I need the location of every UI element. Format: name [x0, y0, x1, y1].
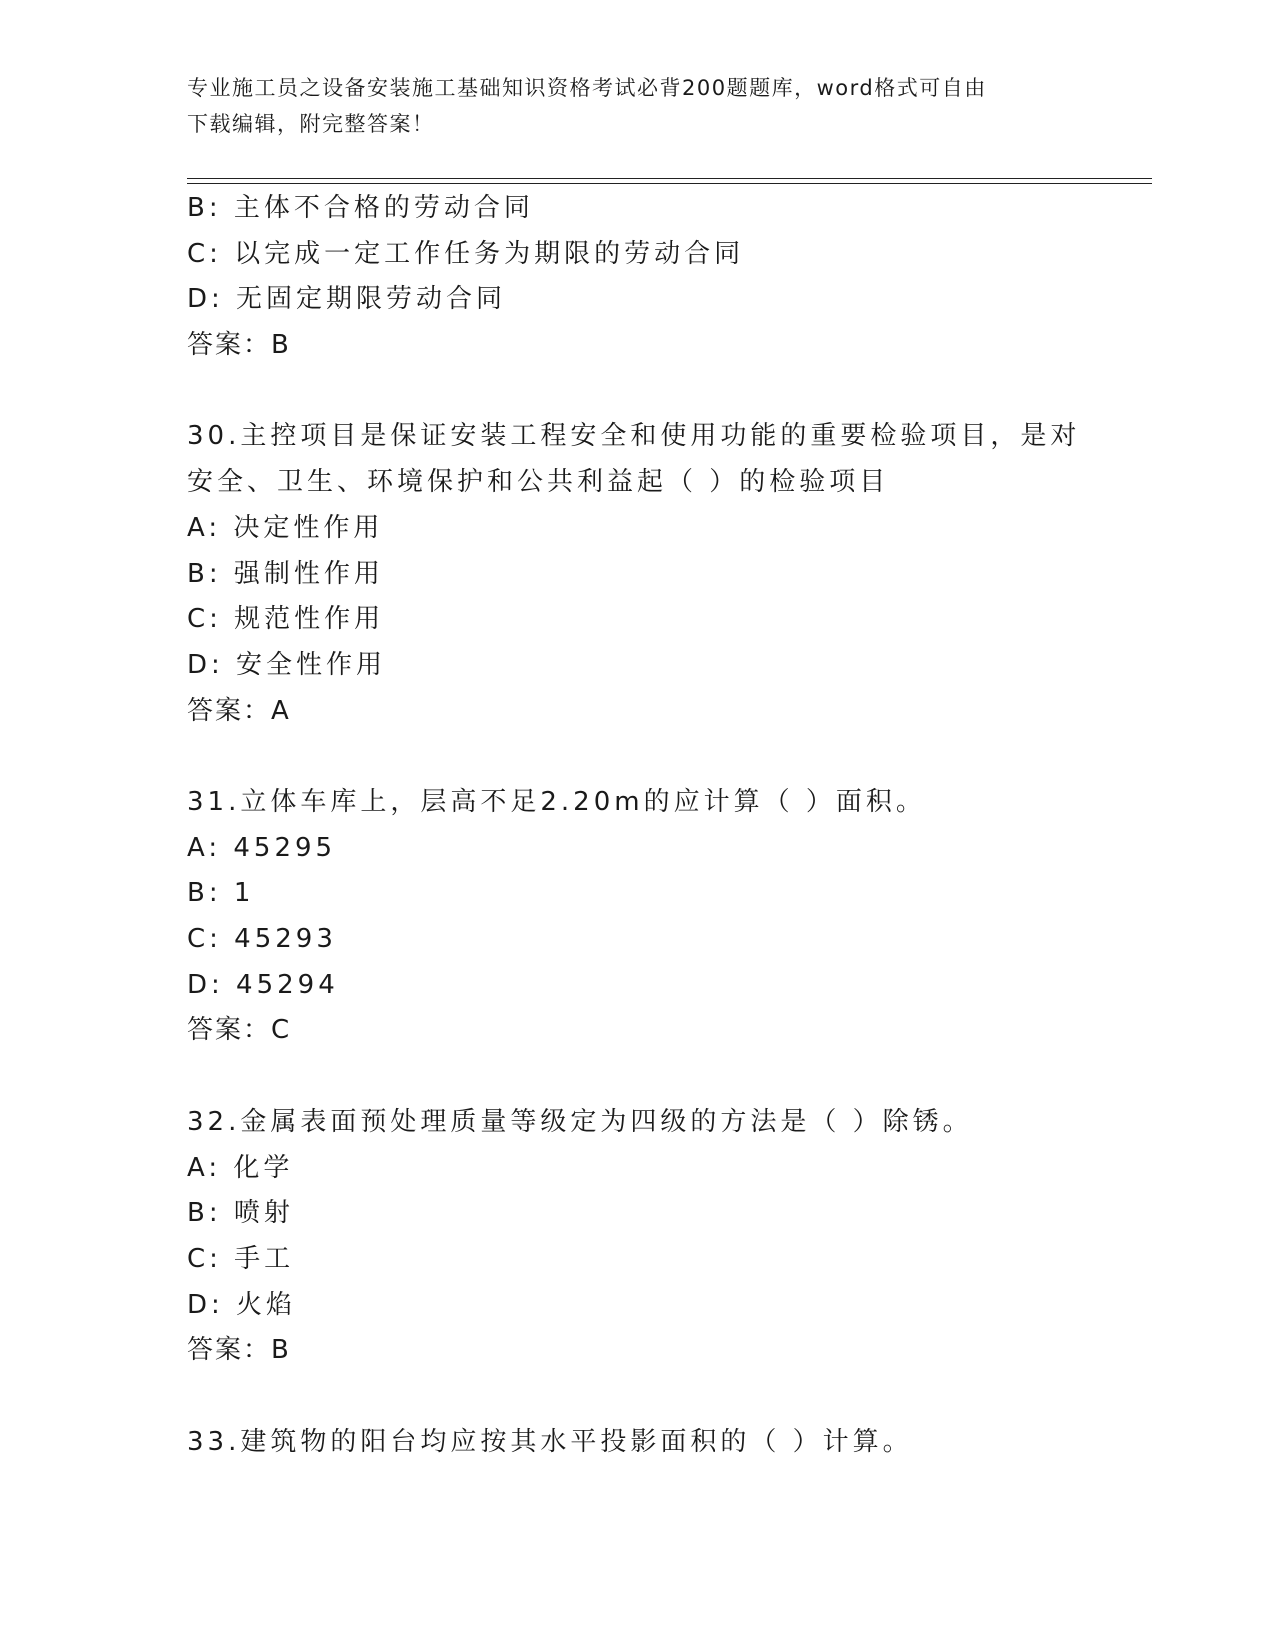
question-32-text: 32.金属表面预处理质量等级定为四级的方法是（ ）除锈。: [187, 1106, 973, 1137]
option-b: B: 喷射: [187, 1198, 294, 1229]
answer-line: 答案：C: [187, 1015, 292, 1046]
option-c: C: 规范性作用: [187, 604, 385, 635]
option-a: A: 决定性作用: [187, 512, 384, 543]
question-30-text: 30.主控项目是保证安装工程安全和使用功能的重要检验项目，是对安全、卫生、环境保护和公共利益起（ ）的检验项目: [187, 421, 1081, 498]
header-line-1: 专业施工员之设备安装施工基础知识资格考试必背200题题库，word格式可自由: [187, 76, 987, 100]
option-b: B: 强制性作用: [187, 558, 384, 589]
answer-line: 答案：B: [187, 1335, 291, 1366]
header-divider: [187, 178, 1152, 179]
option-b: B: 1: [187, 878, 255, 909]
option-d: D: 45294: [187, 969, 339, 1000]
question-31-text: 31.立体车库上，层高不足2.20m的应计算（ ）面积。: [187, 786, 926, 817]
option-a: A: 化学: [187, 1152, 294, 1183]
option-a: A: 45295: [187, 832, 337, 863]
option-c: C: 以完成一定工作任务为期限的劳动合同: [187, 238, 745, 269]
answer-line: 答案：A: [187, 695, 291, 726]
document-header: [187, 70, 1087, 142]
question-list: [187, 186, 1127, 1465]
option-c: C: 45293: [187, 924, 337, 955]
header-line-2: 下载编辑，附完整答案！: [187, 112, 435, 136]
question-33-text: 33.建筑物的阳台均应按其水平投影面积的（ ）计算。: [187, 1426, 913, 1457]
option-b: B: 主体不合格的劳动合同: [187, 193, 534, 223]
header-divider-thin: [187, 183, 1152, 184]
option-c: C: 手工: [187, 1243, 295, 1274]
option-d: D: 无固定期限劳动合同: [187, 284, 507, 315]
option-d: D: 安全性作用: [187, 649, 387, 680]
option-d: D: 火焰: [187, 1289, 297, 1320]
answer-line: 答案：B: [187, 330, 291, 361]
